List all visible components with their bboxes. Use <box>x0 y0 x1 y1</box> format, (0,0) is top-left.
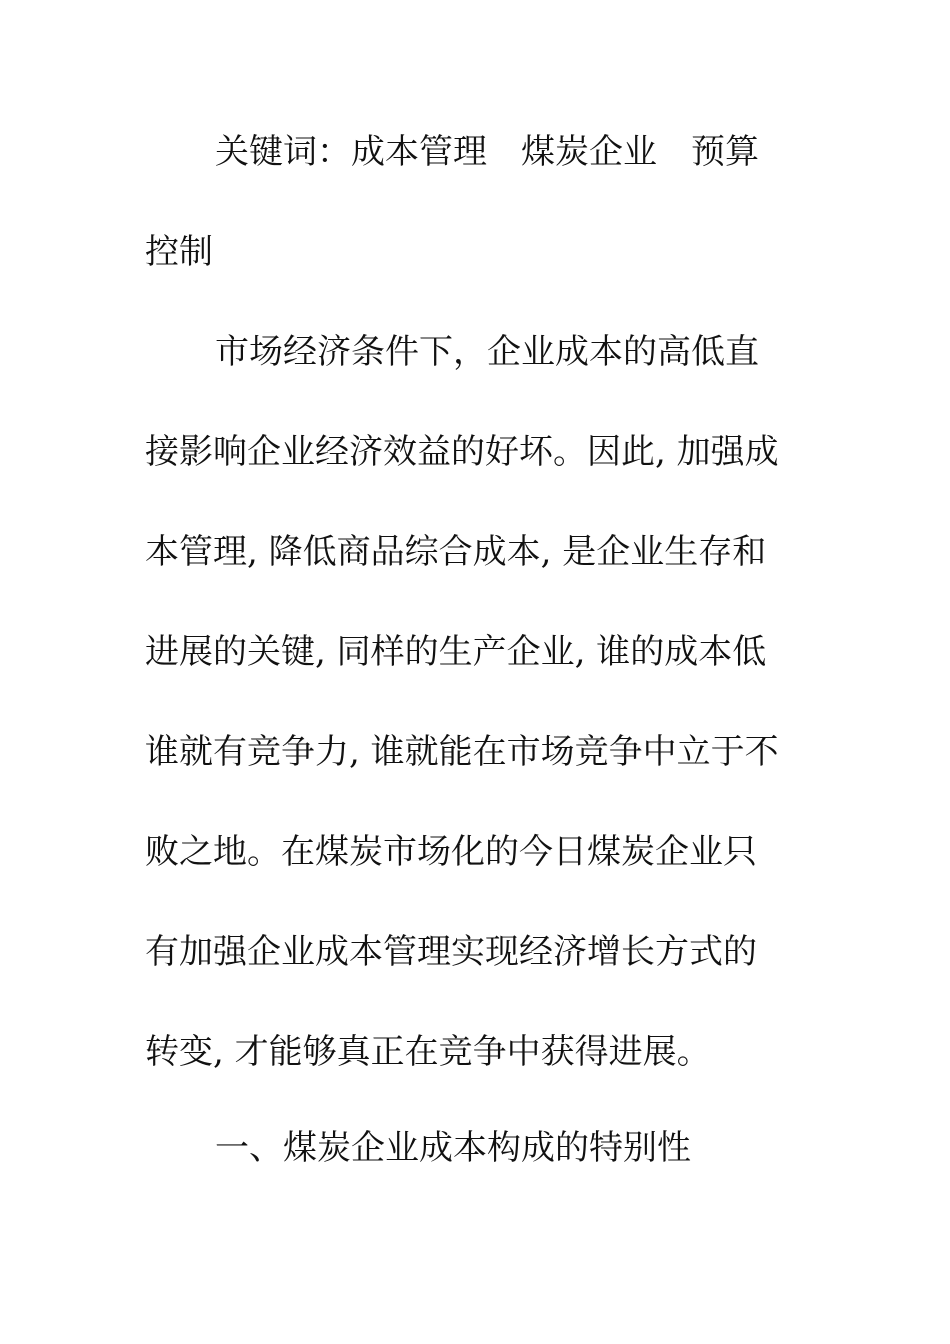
paragraph-line-2: 接影响企业经济效益的好坏。因此, 加强成 <box>145 432 779 472</box>
keywords-label: 关键词： <box>215 132 351 172</box>
paragraph-line-6: 败之地。在煤炭市场化的今日煤炭企业只 <box>145 832 757 872</box>
section-heading: 一、煤炭企业成本构成的特别性 <box>215 1128 691 1168</box>
paragraph-line-4: 进展的关键, 同样的生产企业, 谁的成本低 <box>145 632 767 672</box>
paragraph-line-8: 转变, 才能够真正在竞争中获得进展。 <box>145 1032 711 1072</box>
paragraph-line-7: 有加强企业成本管理实现经济增长方式的 <box>145 932 757 972</box>
keywords-continuation: 控制 <box>145 232 213 272</box>
paragraph-line-5: 谁就有竞争力, 谁就能在市场竞争中立于不 <box>145 732 779 772</box>
keyword-coal-enterprise: 煤炭企业 <box>521 132 657 172</box>
keyword-cost-management: 成本管理 <box>351 132 487 172</box>
keywords-line <box>215 132 895 172</box>
keyword-budget: 预算 <box>691 132 759 172</box>
paragraph-line-1: 市场经济条件下，企业成本的高低直 <box>215 332 759 372</box>
paragraph-line-3: 本管理, 降低商品综合成本, 是企业生存和 <box>145 532 767 572</box>
